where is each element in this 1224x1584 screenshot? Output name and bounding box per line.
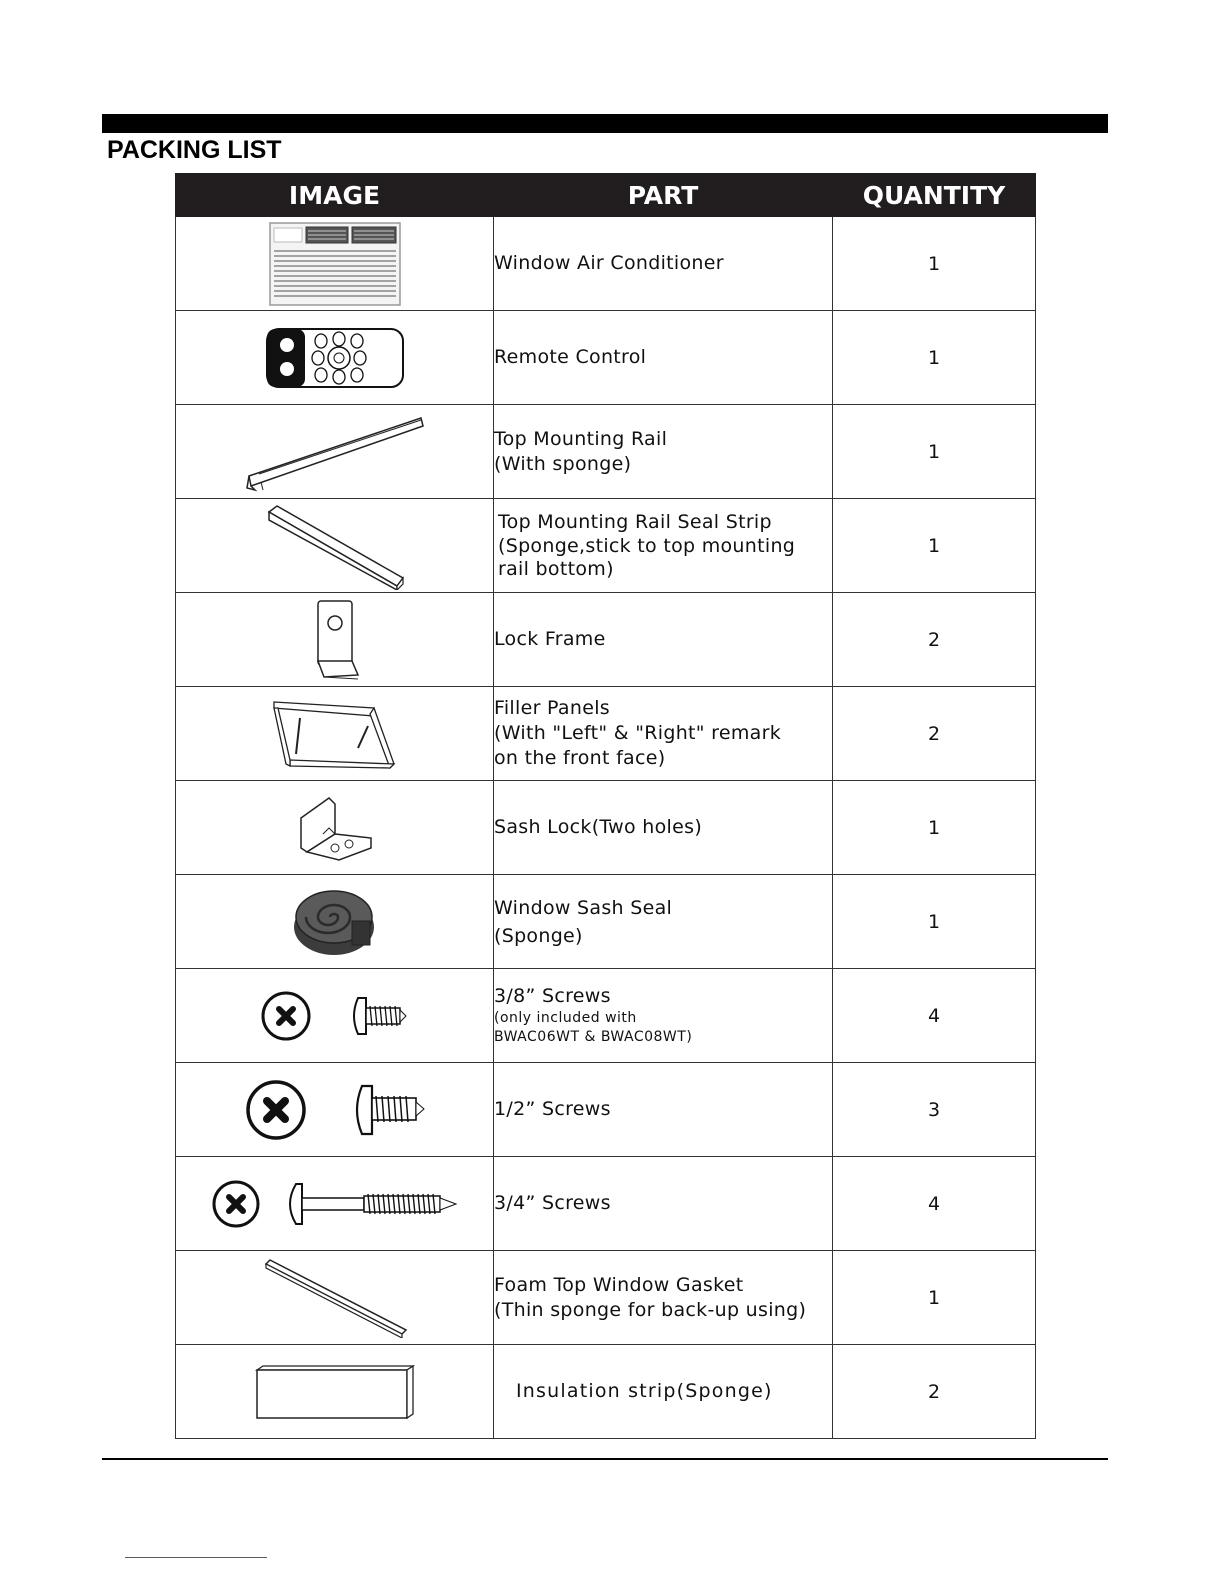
part-cell — [494, 1345, 833, 1439]
screw-long-icon — [212, 1178, 458, 1230]
part-cell — [494, 593, 833, 687]
quantity-cell: 2 — [833, 593, 1036, 687]
quantity-cell: 2 — [833, 1345, 1036, 1439]
part-name: Foam Top Window Gasket — [494, 1273, 744, 1296]
table-row — [176, 781, 1036, 875]
sash-lock-icon — [295, 794, 375, 862]
image-cell — [176, 969, 494, 1063]
table-row — [176, 1345, 1036, 1439]
table-row — [176, 311, 1036, 405]
image-cell — [176, 311, 494, 405]
screw-icon — [260, 990, 410, 1042]
image-cell — [176, 687, 494, 781]
part-name: Insulation strip(Sponge) — [516, 1380, 773, 1402]
quantity-cell: 1 — [833, 499, 1036, 593]
part-detail: (With "Left" & "Right" remark — [494, 722, 782, 744]
quantity-cell: 1 — [833, 405, 1036, 499]
table-row — [176, 969, 1036, 1063]
part-detail: (Thin sponge for back-up using) — [494, 1298, 807, 1321]
screw-icon — [244, 1078, 426, 1142]
part-cell — [494, 1251, 833, 1345]
quantity-cell: 4 — [833, 969, 1036, 1063]
sponge-roll-icon — [292, 887, 378, 957]
packing-list-table — [175, 173, 1036, 1439]
header-image: IMAGE — [176, 174, 494, 217]
quantity-cell: 1 — [833, 311, 1036, 405]
part-cell — [494, 687, 833, 781]
part-cell — [494, 217, 833, 311]
quantity-cell: 3 — [833, 1063, 1036, 1157]
table-row — [176, 687, 1036, 781]
image-cell — [176, 1157, 494, 1251]
air-conditioner-icon — [268, 221, 402, 307]
part-name: Window Air Conditioner — [494, 252, 724, 274]
part-cell — [494, 405, 833, 499]
part-cell — [494, 499, 833, 593]
remote-control-icon — [265, 327, 405, 389]
quantity-cell: 1 — [833, 217, 1036, 311]
part-detail: (Sponge,stick to top mounting — [498, 535, 796, 557]
quantity-cell: 2 — [833, 687, 1036, 781]
part-name: Lock Frame — [494, 628, 606, 650]
section-title: PACKING LIST — [107, 136, 282, 164]
table-row — [176, 1157, 1036, 1251]
header-part: PART — [494, 174, 833, 217]
image-cell — [176, 781, 494, 875]
part-cell — [494, 969, 833, 1063]
table-row — [176, 875, 1036, 969]
part-name: Sash Lock(Two holes) — [494, 816, 703, 838]
part-name: 1/2” Screws — [494, 1098, 611, 1120]
part-cell — [494, 1063, 833, 1157]
part-cell — [494, 311, 833, 405]
part-name: 3/8” Screws — [494, 985, 611, 1007]
part-name: 3/4” Screws — [494, 1192, 611, 1214]
image-cell — [176, 1345, 494, 1439]
part-detail: (Sponge) — [494, 924, 583, 947]
part-name: Window Sash Seal — [494, 896, 673, 919]
header-quantity: QUANTITY — [833, 174, 1036, 217]
part-detail: (With sponge) — [494, 452, 632, 475]
quantity-cell: 1 — [833, 1251, 1036, 1345]
image-cell — [176, 1251, 494, 1345]
part-name: Top Mounting Rail Seal Strip — [498, 511, 772, 533]
image-cell — [176, 405, 494, 499]
header-bar — [102, 114, 1108, 133]
part-cell — [494, 1157, 833, 1251]
table-row — [176, 499, 1036, 593]
image-cell — [176, 593, 494, 687]
seal-strip-icon — [265, 502, 405, 590]
quantity-cell: 1 — [833, 781, 1036, 875]
part-detail: on the front face) — [494, 747, 666, 769]
table-row — [176, 217, 1036, 311]
mounting-rail-icon — [245, 412, 425, 492]
part-note: (only included with — [494, 1010, 637, 1026]
part-cell — [494, 781, 833, 875]
part-note: BWAC06WT & BWAC08WT) — [494, 1029, 693, 1045]
footer-link-rule — [125, 1557, 267, 1558]
image-cell — [176, 875, 494, 969]
filler-panel-icon — [270, 698, 400, 770]
part-name: Top Mounting Rail — [494, 427, 668, 450]
image-cell — [176, 1063, 494, 1157]
part-cell — [494, 875, 833, 969]
table-header-row — [176, 174, 1036, 217]
quantity-cell: 1 — [833, 875, 1036, 969]
image-cell — [176, 499, 494, 593]
quantity-cell: 4 — [833, 1157, 1036, 1251]
part-detail: rail bottom) — [498, 558, 614, 580]
table-row — [176, 593, 1036, 687]
bottom-rule — [102, 1458, 1108, 1460]
table-row — [176, 1251, 1036, 1345]
gasket-icon — [262, 1258, 408, 1338]
table-row — [176, 1063, 1036, 1157]
table-row — [176, 405, 1036, 499]
insulation-strip-icon — [255, 1364, 415, 1420]
image-cell — [176, 217, 494, 311]
part-name: Remote Control — [494, 346, 647, 368]
lock-frame-icon — [310, 599, 360, 681]
part-name: Filler Panels — [494, 697, 610, 719]
